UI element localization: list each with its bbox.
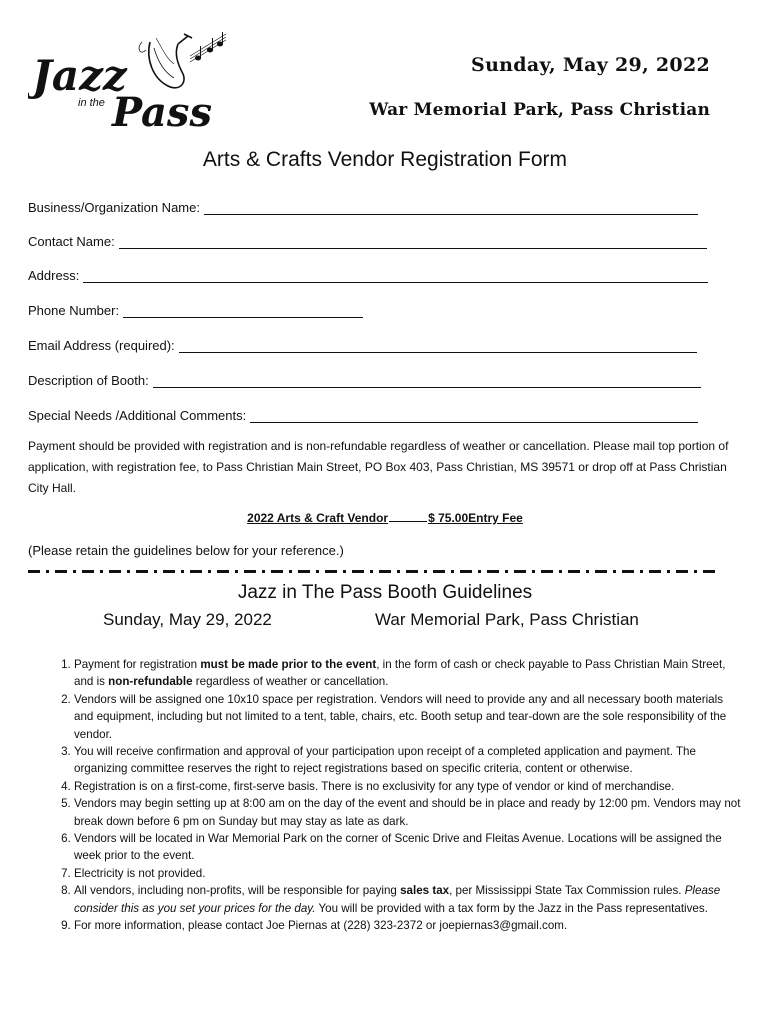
address-label: Address: [28, 268, 80, 283]
guideline-item: 4. Registration is on a first-come, first-serve basis. There is no exclusivity for any type of vendor or kind of merchandise. [74, 778, 743, 795]
special-needs-input-line[interactable] [250, 409, 698, 423]
fee-amount: $ 75.00Entry Fee [428, 511, 523, 525]
guidelines-location: War Memorial Park, Pass Christian [375, 610, 639, 629]
guideline-item: 8. All vendors, including non-profits, will be responsible for paying sales tax, per Mississippi State Tax Commission rules. Please consider this as you set your prices for the day. You will be provided with a tax form by the Jazz in the Pass representatives. [74, 882, 743, 917]
email-input-line[interactable] [179, 339, 697, 353]
logo-word-jazz: Jazz [32, 51, 127, 100]
phone-number-label: Phone Number: [28, 303, 120, 318]
guidelines-list [28, 656, 743, 935]
contact-name-label: Contact Name: [28, 234, 115, 249]
event-location: War Memorial Park, Pass Christian [369, 100, 710, 120]
fee-label: 2022 Arts & Craft Vendor [247, 511, 389, 525]
guideline-item: 5. Vendors may begin setting up at 8:00 am on the day of the event and should be in place and ready by 12:00 pm. Vendors may not break down before 6 pm on Sunday but may stay as late as dark. [74, 795, 743, 830]
business-name-label: Business/Organization Name: [28, 200, 200, 215]
address-input-line[interactable] [83, 269, 708, 283]
entry-fee-row [0, 510, 770, 525]
saxophone-icon [139, 34, 192, 88]
logo-word-pass: Pass [112, 89, 212, 130]
booth-description-input-line[interactable] [153, 374, 701, 388]
logo-word-in-the: in the [78, 97, 105, 109]
cut-line-divider [28, 570, 718, 573]
music-notes-icon [190, 32, 226, 62]
business-name-field[interactable] [28, 197, 698, 215]
email-label: Email Address (required): [28, 338, 175, 353]
guideline-item: 3. You will receive confirmation and approval of your participation upon receipt of a completed application and payment. The organizing committee reserves the right to reject registrations based on specific criteria, content or otherwise. [74, 743, 743, 778]
jazz-in-the-pass-logo [28, 28, 228, 130]
payment-instructions: Payment should be provided with registration and is non-refundable regardless of weather or cancellation. Please mail top portion of application, with registration fee, to Pass Christian Main Street, PO Box 403, Pass Christian, MS 39571 or drop off at Pass Christian City Hall. [28, 439, 729, 495]
contact-name-field[interactable] [28, 231, 707, 249]
address-field[interactable] [28, 265, 708, 283]
guideline-item: 7. Electricity is not provided. [74, 865, 743, 882]
booth-description-label: Description of Booth: [28, 373, 149, 388]
phone-number-input-line[interactable] [123, 304, 363, 318]
form-title: Arts & Crafts Vendor Registration Form [202, 148, 568, 171]
contact-name-input-line[interactable] [119, 235, 707, 249]
guideline-item: 1. Payment for registration must be made prior to the event, in the form of cash or check payable to Pass Christian Main Street, and is non-refundable regardless of weather or cancellation. [74, 656, 743, 691]
guideline-item: 9. For more information, please contact Joe Piernas at (228) 323-2372 or joepiernas3@gmail.com. [74, 917, 743, 934]
booth-description-field[interactable] [28, 370, 701, 388]
retain-note: (Please retain the guidelines below for your reference.) [28, 543, 344, 558]
guideline-item: 6. Vendors will be located in War Memorial Park on the corner of Scenic Drive and Fleitas Avenue. Locations will be assigned the week prior to the event. [74, 830, 743, 865]
guideline-item: 2. Vendors will be assigned one 10x10 space per registration. Vendors will need to provide any and all necessary booth materials and equipment, including but not limited to a tent, table, chairs, etc. Booth setup and tear-down are the sole responsibility of the vendor. [74, 691, 743, 743]
email-field[interactable] [28, 335, 697, 353]
event-date: Sunday, May 29, 2022 [471, 54, 710, 76]
guidelines-date: Sunday, May 29, 2022 [103, 610, 272, 629]
special-needs-label: Special Needs /Additional Comments: [28, 408, 247, 423]
phone-number-field[interactable] [28, 300, 363, 318]
special-needs-field[interactable] [28, 405, 698, 423]
business-name-input-line[interactable] [204, 201, 698, 215]
guidelines-title: Jazz in The Pass Booth Guidelines [237, 582, 533, 603]
